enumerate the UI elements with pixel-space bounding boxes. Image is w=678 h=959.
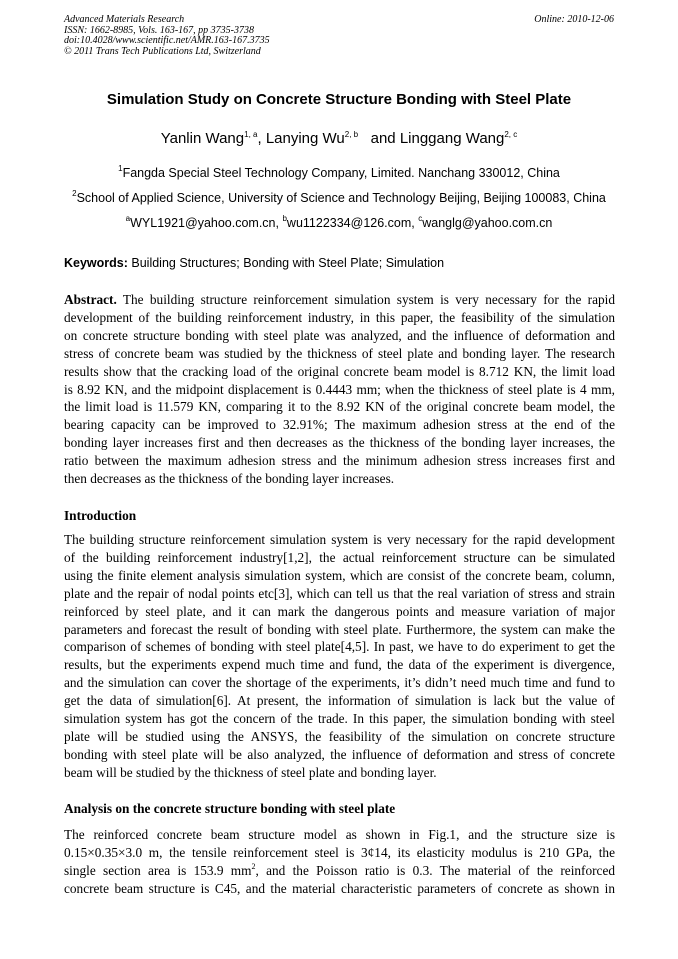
author: Lanying Wu — [265, 130, 345, 147]
author-sup: 2, b — [344, 130, 359, 139]
emails — [0, 216, 678, 230]
author-sup: 1, a — [244, 130, 258, 139]
copyright: © 2011 Trans Tech Publications Ltd, Switzerland — [64, 45, 261, 57]
introduction-line: simulation system has got the concern of the trade. In this paper, the simulation bonding with steel — [64, 711, 615, 727]
analysis-body — [64, 826, 615, 898]
doi: doi:10.4028/www.scientific.net/AMR.163-167.3735 — [64, 35, 270, 46]
issn: ISSN: 1662-8985, Vols. 163-167, pp 3735-3738 — [64, 24, 254, 36]
introduction-heading: Introduction — [64, 508, 137, 523]
keywords — [64, 256, 444, 270]
email: WYL1921@yahoo.com.cn, — [130, 216, 283, 230]
keywords-label: Keywords: — [64, 256, 128, 270]
online-date: Online: 2010-12-06 — [534, 14, 614, 25]
analysis-line: 0.15×0.35×3.0 m, the tensile reinforcement steel is 3¢14, its elasticity modulus is 210 GPa, the — [64, 844, 615, 860]
introduction-line: beam will be studied by the thickness of steel plate and bonding layer. — [64, 764, 437, 780]
email-sup: a — [125, 214, 131, 223]
affiliation-1 — [0, 166, 678, 180]
introduction-line: plate will be studied using the ANSYS, the feasibility of the simulation on concrete structure — [64, 728, 615, 744]
email-sup: c — [418, 214, 423, 223]
introduction-line: get the data of simulation[6]. At present, the information of simulation is lack but the value of — [64, 693, 615, 709]
email: wu1122334@126.com, — [286, 216, 419, 230]
analysis-line: The reinforced concrete beam structure model as shown in Fig.1, and the structure size is — [64, 827, 615, 842]
abstract-line: is 8.92 KN, and the midpoint displacement is 0.4443 mm; when the thickness of steel plate is 4 mm, — [64, 381, 615, 397]
introduction-line: of the building reinforcement industry[1,2], the actual reinforcement structure can be simulated — [64, 549, 615, 565]
author: Yanlin Wang — [160, 130, 245, 147]
superscript: 2 — [251, 861, 256, 871]
abstract-line: the limit load is 11.579 KN, comparing it to the 8.92 KN of the original concrete beam model, the — [64, 399, 615, 415]
analysis-heading: Analysis on the concrete structure bonding with steel plate — [64, 801, 396, 816]
introduction-line: parameters and forecast the result of bonding with steel plate. Furthermore, the system can make the — [64, 621, 615, 637]
author: and Linggang Wang — [370, 130, 505, 147]
abstract-line: bearing capacity can be improved to 32.91%; The maximum adhesion stress at the end of the — [64, 417, 615, 433]
abstract — [64, 291, 615, 488]
introduction-line: The building structure reinforcement simulation system is very necessary for the rapid development — [64, 532, 615, 547]
author-sup: 2, c — [504, 130, 518, 139]
introduction-line: and the simulation can cover the shortage of the experiments, it’s didn’t need much time and fund to — [64, 675, 615, 691]
introduction-line: comparison of schemes of bonding with steel plate[4,5]. In past, we have to do experiment to get the — [64, 639, 615, 655]
introduction-line: reinforced by steel plate, and it can mark the dangerous points and measure variation of major — [64, 603, 615, 619]
introduction-line: plate and the repair of nodal points etc[3], which can tell us that the real variation of stress and strain — [64, 585, 615, 601]
aff-sup: 2 — [72, 189, 77, 198]
abstract-line: ratio between the maximum adhesion stress and the minimum adhesion stress increases first and — [64, 453, 615, 469]
abstract-line: development of the building reinforcement industry, in this paper, the feasibility of the simulation — [64, 309, 615, 325]
analysis-line: concrete beam structure is C45, and the material characteristic parameters of concrete as shown in — [64, 880, 615, 896]
introduction-line: using the finite element analysis simulation system, which are consist of the concrete beam, column, — [64, 567, 615, 583]
text: single section area is 153.9 mm — [64, 862, 252, 878]
email-sup: b — [282, 214, 287, 223]
abstract-line: on concrete structure bonding with steel plate was analyzed, and the influence of deformation and — [64, 327, 615, 343]
paper-title: Simulation Study on Concrete Structure Bonding with Steel Plate — [106, 91, 572, 108]
abstract-line: bonding layer increases first and then decreases as the thickness of the bonding layer increases, the — [64, 435, 615, 451]
authors: Yanlin Wang$^{1, a}$, Lanying Wu$^{2, b}$ and Linggang Wang$^{2, c}$ — [160, 130, 518, 147]
aff-sup: 1 — [118, 164, 123, 173]
abstract-line: The building structure reinforcement simulation system is very necessary for the rapid — [116, 292, 615, 307]
affiliation-2 — [0, 191, 678, 205]
aff-text: Fangda Special Steel Technology Company, Limited. Nanchang 330012, China — [122, 166, 560, 180]
email: wanglg@yahoo.com.cn — [422, 216, 553, 230]
introduction-line: bonding with steel plate will be also analyzed, the influence of deformation and stress of concrete — [64, 746, 615, 762]
keywords-text: Building Structures; Bonding with Steel Plate; Simulation — [127, 256, 445, 270]
aff-text: School of Applied Science, University of Science and Technology Beijing, Beijing 100083, China — [76, 191, 606, 205]
journal-header — [64, 15, 270, 57]
abstract-line: results show that the cracking load of the original concrete beam model is 8.712 KN, the limit load — [64, 363, 615, 379]
journal-name: Advanced Materials Research — [64, 14, 185, 25]
abstract-line: then decreases as the thickness of the bonding layer increases. — [64, 471, 395, 487]
abstract-label: Abstract. — [64, 292, 117, 307]
abstract-line: stress of concrete beam was studied by the thickness of steel plate and bonding layer. The research — [64, 345, 615, 361]
introduction-line: results, but the experiments expend much time and fund, the data of the experiment is divergence, — [64, 657, 615, 673]
analysis-line — [64, 862, 615, 880]
introduction-body — [64, 531, 615, 782]
text: , and the Poisson ratio is 0.3. The material of the reinforced — [255, 862, 615, 878]
